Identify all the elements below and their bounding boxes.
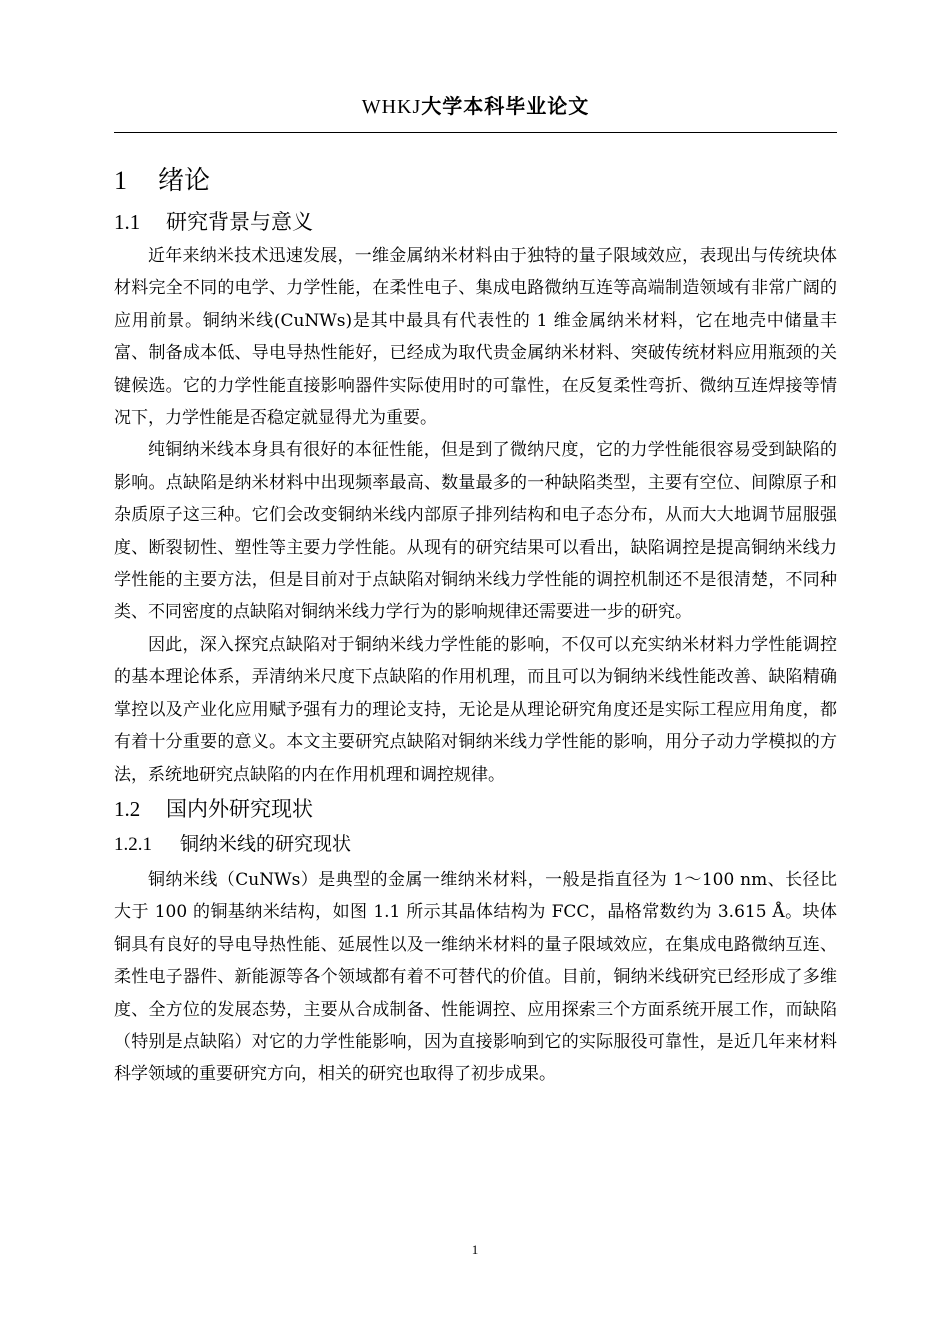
section-title: 国内外研究现状: [166, 796, 313, 821]
running-header: [114, 88, 837, 125]
paragraph: 近年来纳米技术迅速发展，一维金属纳米材料由于独特的量子限域效应，表现出与传统块体材料完全不同的电学、力学性能，在柔性电子、集成电路微纳互连等高端制造领域有非常广阔的应用前景。铜纳米线(CuNWs)是其中最具有代表性的 1 维金属纳米材料，它在地壳中储量丰富、制备成本低、导电导热性能好，已经成为取代贵金属纳米材料、突破传统材料应用瓶颈的关键候选。它的力学性能直接影响器件实际使用时的可靠性，在反复柔性弯折、微纳互连焊接等情况下，力学性能是否稳定就显得尤为重要。: [114, 246, 837, 429]
page-number: 1: [471, 1242, 479, 1257]
paragraph: 因此，深入探究点缺陷对于铜纳米线力学性能的影响，不仅可以充实纳米材料力学性能调控的基本理论体系，弄清纳米尺度下点缺陷的作用机理，而且可以为铜纳米线性能改善、缺陷精确掌控以及产业化应用赋予强有力的理论支持，无论是从理论研究角度还是实际工程应用角度，都有着十分重要的意义。本文主要研究点缺陷对铜纳米线力学性能的影响，用分子动力学模拟的方法，系统地研究点缺陷的内在作用机理和调控规律。: [114, 634, 837, 785]
subsection-heading-1-2-1: [114, 827, 837, 862]
section-heading-1-1: [114, 204, 837, 240]
section-heading-1-2: [114, 791, 837, 827]
section-title: 研究背景与意义: [166, 210, 313, 234]
paragraph: 铜纳米线（CuNWs）是典型的金属一维纳米材料，一般是指直径为 1～100 nm、长径比大于 100 的铜基纳米结构，如图 1.1 所示其晶体结构为 FCC，晶格常数约为 3.615 Å。块体铜具有良好的导电导热性能、延展性以及一维纳米材料的量子限域效应，在集成电路微纳互连、柔性电子器件、新能源等各个领域都有着不可替代的价值。目前，铜纳米线研究已经形成了多维度、全方位的发展态势，主要从合成制备、性能调控、应用探索三个方面系统开展工作，而缺陷（特别是点缺陷）对它的力学性能影响，因为直接影响到它的实际服役可靠性，是近几年来材料科学领域的重要研究方向，相关的研究也取得了初步成果。: [114, 869, 837, 1085]
chapter-title: 绪论: [158, 166, 211, 196]
header-latin: WHKJ: [361, 96, 422, 118]
chapter-heading: [114, 160, 837, 202]
header-title: 大学本科毕业论文: [421, 94, 590, 118]
subsection-number: 1.2.1: [114, 833, 152, 855]
section-number: 1.1: [114, 210, 141, 234]
paragraph: 纯铜纳米线本身具有很好的本征性能，但是到了微纳尺度，它的力学性能很容易受到缺陷的影响。点缺陷是纳米材料中出现频率最高、数量最多的一种缺陷类型，主要有空位、间隙原子和杂质原子这三种。它们会改变铜纳米线内部原子排列结构和电子态分布，从而大大地调节屈服强度、断裂韧性、塑性等主要力学性能。从现有的研究结果可以看出，缺陷调控是提高铜纳米线力学性能的主要方法，但是目前对于点缺陷对铜纳米线力学性能的调控机制还不是很清楚，不同种类、不同密度的点缺陷对铜纳米线力学行为的影响规律还需要进一步的研究。: [114, 440, 837, 623]
subsection-title: 铜纳米线的研究现状: [180, 832, 352, 855]
body-text: [114, 160, 837, 1091]
header-rule: [114, 132, 837, 133]
chapter-number: 1: [114, 166, 127, 195]
section-number: 1.2: [114, 796, 141, 821]
